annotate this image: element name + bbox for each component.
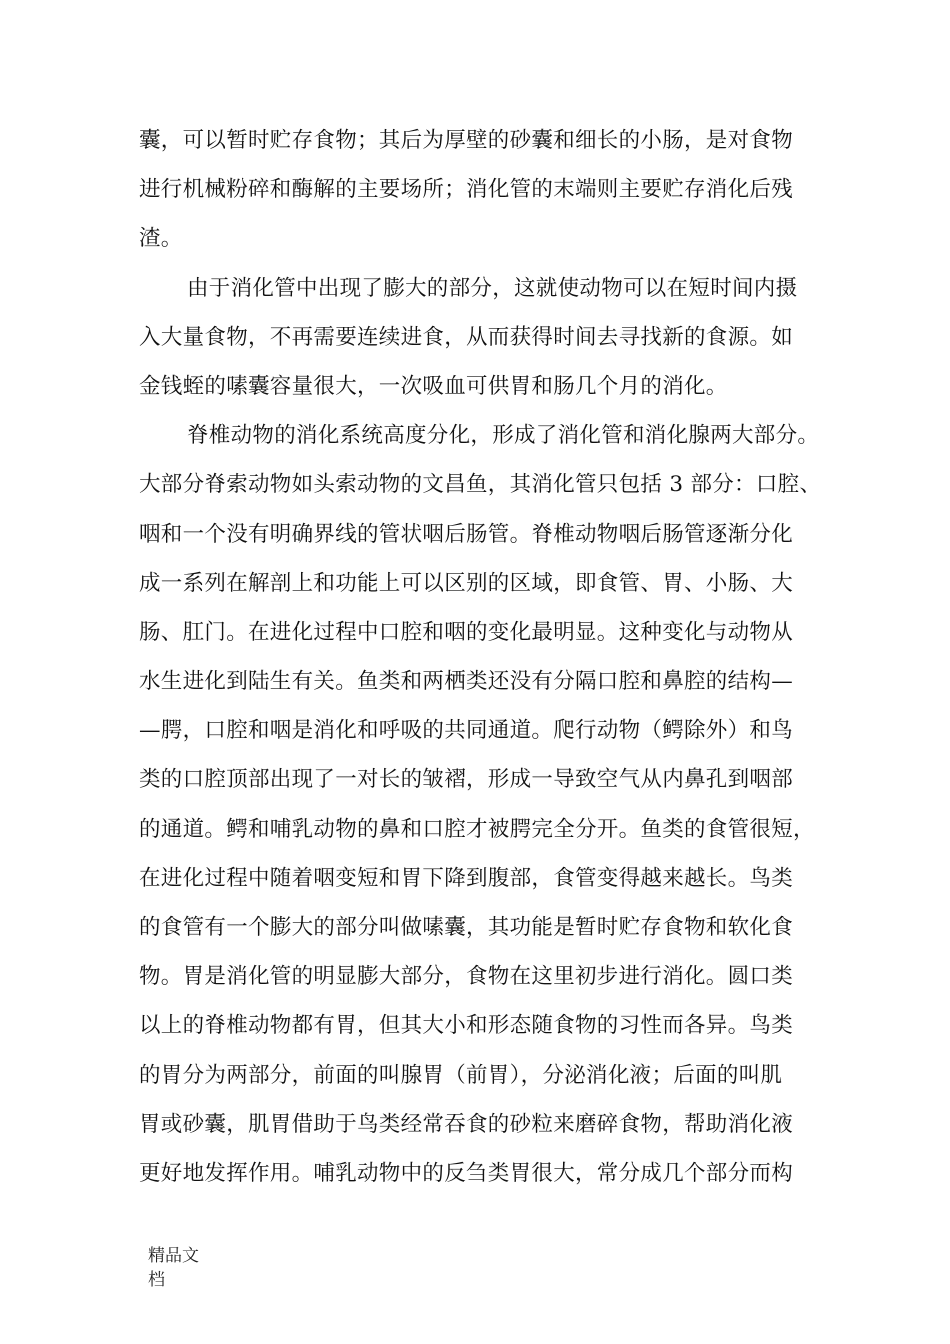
text-line: 在进化过程中随着咽变短和胃下降到腹部，食管变得越来越长。鸟类 [139,865,794,891]
paragraph-start-line: 脊椎动物的消化系统高度分化，形成了消化管和消化腺两大部分。 [187,423,820,449]
text-line: 的胃分为两部分，前面的叫腺胃（前胃），分泌消化液；后面的叫肌 [139,1062,783,1088]
text-line: 囊，可以暂时贮存食物；其后为厚壁的砂囊和细长的小肠，是对食物 [139,128,794,153]
footer-watermark [148,1244,199,1292]
text-line: 更好地发挥作用。哺乳动物中的反刍类胃很大，常分成几个部分而构 [139,1160,794,1186]
text-line: 大部分脊索动物如头索动物的文昌鱼，其消化管只包括 3 部分：口腔、 [139,472,822,498]
text-line: 咽和一个没有明确界线的管状咽后肠管。脊椎动物咽后肠管逐渐分化 [139,521,794,547]
text-line: 金钱蛭的嗉囊容量很大，一次吸血可供胃和肠几个月的消化。 [139,373,728,399]
text-line: 类的口腔顶部出现了一对长的皱褶，形成一导致空气从内鼻孔到咽部 [139,767,794,793]
text-line: 入大量食物，不再需要连续进食，从而获得时间去寻找新的食源。如 [139,324,794,350]
text-line: 肠、肛门。在进化过程中口腔和咽的变化最明显。这种变化与动物从 [139,619,794,645]
text-line: 的食管有一个膨大的部分叫做嗉囊，其功能是暂时贮存食物和软化食 [139,915,794,940]
text-line: 成一系列在解剖上和功能上可以区别的区域，即食管、胃、小肠、大 [139,570,794,596]
text-line: 渣。 [139,226,183,252]
text-line: 物。胃是消化管的明显膨大部分，食物在这里初步进行消化。圆口类 [139,964,794,990]
text-line: —腭，口腔和咽是消化和呼吸的共同通道。爬行动物（鳄除外）和鸟 [139,718,794,744]
footer-line: 档 [148,1270,165,1290]
text-line: 水生进化到陆生有关。鱼类和两栖类还没有分隔口腔和鼻腔的结构— [139,669,794,695]
paragraph-start-line: 由于消化管中出现了膨大的部分，这就使动物可以在短时间内摄 [187,275,798,301]
document-body [139,116,829,1198]
text-line: 进行机械粉碎和酶解的主要场所；消化管的末端则主要贮存消化后残 [139,177,794,203]
text-line: 的通道。鳄和哺乳动物的鼻和口腔才被腭完全分开。鱼类的食管很短， [139,816,815,842]
footer-line: 精品文 [148,1246,199,1266]
text-line: 胃或砂囊，肌胃借助于鸟类经常吞食的砂粒来磨碎食物，帮助消化液 [139,1111,794,1137]
text-line: 以上的脊椎动物都有胃，但其大小和形态随食物的习性而各异。鸟类 [139,1013,794,1039]
